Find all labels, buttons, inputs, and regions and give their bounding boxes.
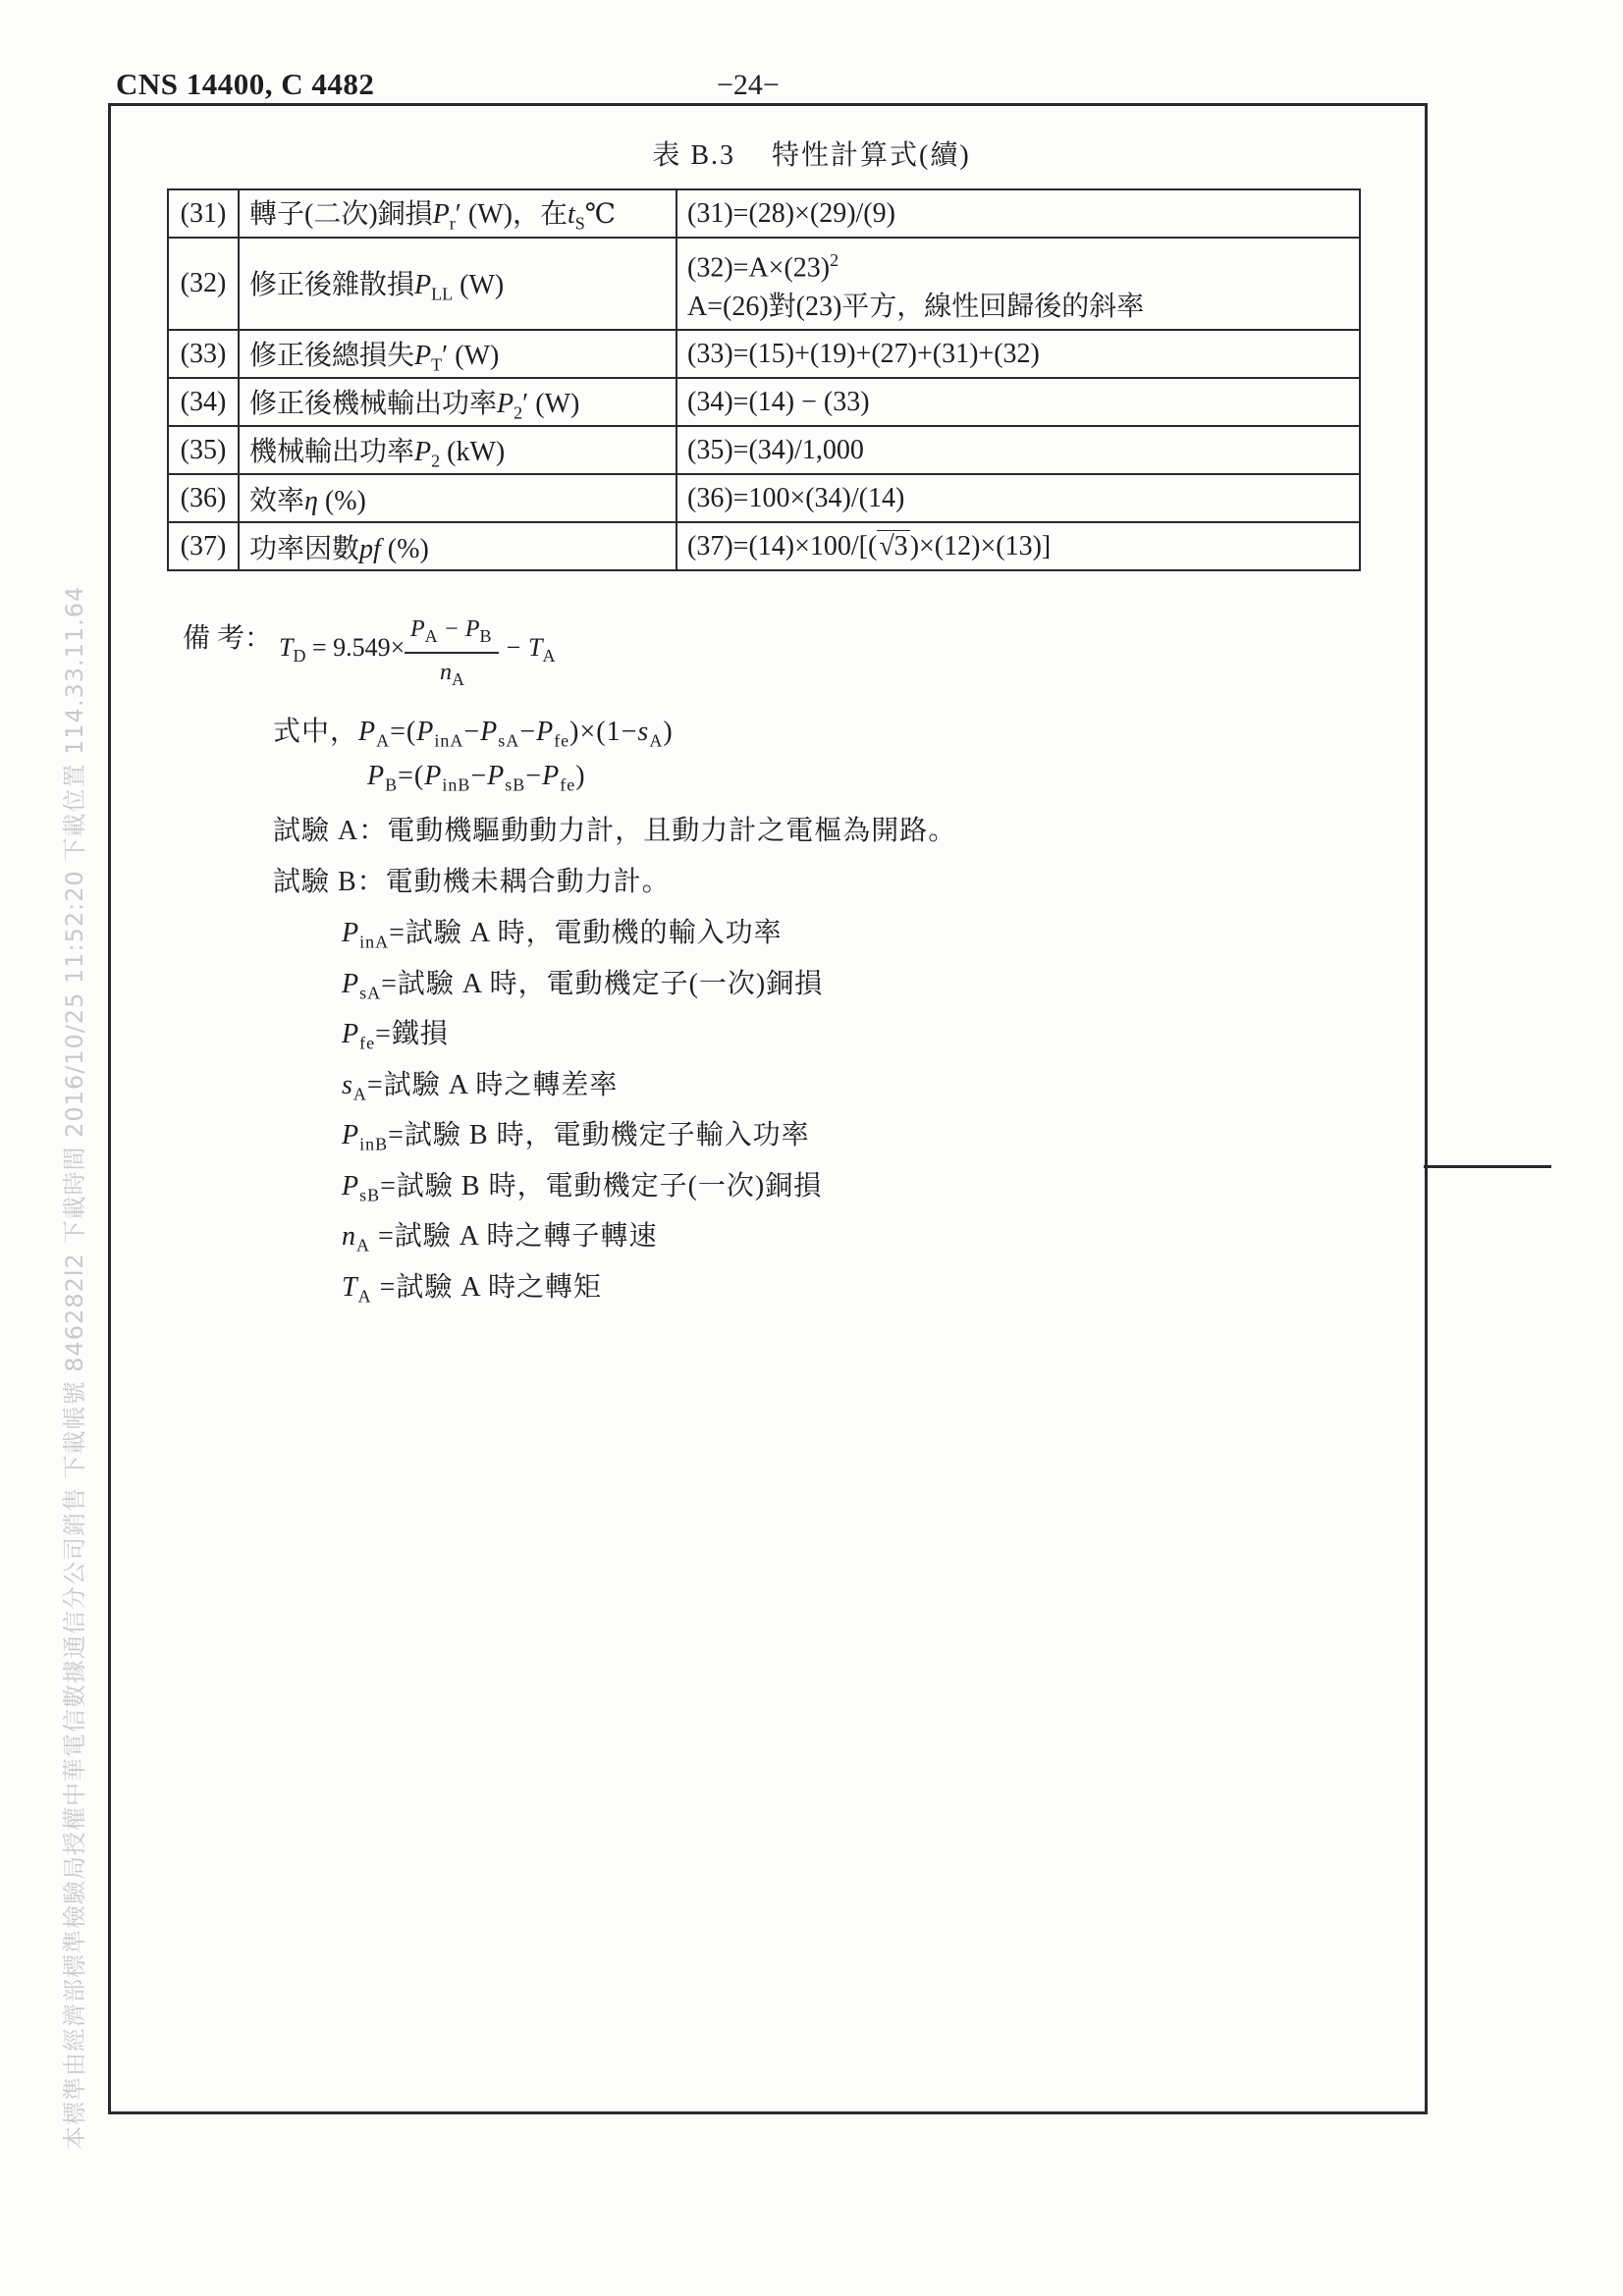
test-a-note: 試驗 A：電動機驅動動力計，且動力計之電樞為開路。: [273, 816, 957, 846]
table-caption-label: 表 B.3: [652, 140, 736, 171]
row-description: 轉子(二次)銅損$P_r'$ (W)，在$t_S℃$: [239, 189, 676, 238]
table-row: [168, 474, 1360, 522]
where-pa: 式中，$P_A=(P_{inA}-P_{sA}-P_{fe})\times(1-s_A)$: [273, 717, 674, 751]
table-row: [168, 189, 1360, 238]
fraction-bar: [405, 652, 499, 654]
row-number: (36): [168, 474, 239, 522]
formula-rhs: − $T_A$: [505, 633, 556, 667]
table-row: [168, 330, 1360, 378]
where-pb: $P_B=(P_{inB}-P_{sB}-P_{fe})$: [367, 761, 586, 795]
row-number: (32): [168, 238, 239, 330]
symbol-definition: $P_{sA}=$試驗 A 時，電動機定子(一次)銅損: [342, 968, 824, 1003]
row-description: 機械輸出功率$P_2$ (kW): [239, 426, 676, 474]
table-row: [168, 238, 1360, 330]
symbol-definition: $P_{inA}=$試驗 A 時，電動機的輸入功率: [342, 918, 783, 952]
table-caption-text: 特性計算式(續): [772, 140, 971, 171]
frame-edge-mark: [1424, 1165, 1551, 1168]
formula-numerator: $P_A - P_B$: [410, 616, 492, 646]
standard-code: CNS 14400, C 4482: [116, 67, 375, 101]
symbol-definition: $s_A=$試驗 A 時之轉差率: [342, 1069, 619, 1104]
row-description: 效率η (%): [239, 474, 676, 522]
symbol-definition: $P_{sB}=$試驗 B 時，電動機定子(一次)銅損: [342, 1170, 823, 1205]
row-formula: (31)=(28)×(29)/(9): [676, 189, 1360, 238]
formula-denominator: $n_A$: [440, 660, 464, 689]
table-row: [168, 378, 1360, 426]
row-formula: (36)=100×(34)/(14): [676, 474, 1360, 522]
row-description: 修正後機械輸出功率$P_2'$ (W): [239, 378, 676, 426]
remarks-label: 備 考：: [183, 623, 273, 654]
row-number: (34): [168, 378, 239, 426]
symbol-definition: $T_A$ =試驗 A 時之轉矩: [342, 1271, 603, 1307]
row-number: (37): [168, 522, 239, 570]
table-row: [168, 522, 1360, 570]
page-number: −24−: [717, 69, 780, 101]
row-formula: (33)=(15)+(19)+(27)+(31)+(32): [676, 330, 1360, 378]
row-number: (33): [168, 330, 239, 378]
row-formula: (35)=(34)/1,000: [676, 426, 1360, 474]
symbol-definition: $n_A$ =試驗 A 時之轉子轉速: [342, 1221, 658, 1255]
row-number: (31): [168, 189, 239, 238]
row-formula: (37)=(14)×100/[(√3)×(12)×(13)]: [676, 522, 1360, 570]
characteristics-table: [167, 188, 1361, 571]
row-formula: $(32)=A\times(23)^2$ A=(26)對(23)平方，線性回歸後的斜率: [676, 238, 1360, 330]
symbol-definition: $P_{fe}=$鐵損: [342, 1019, 449, 1053]
row-number: (35): [168, 426, 239, 474]
row-description: 功率因數pf (%): [239, 522, 676, 570]
test-b-note: 試驗 B：電動機未耦合動力計。: [273, 867, 671, 897]
table-caption: [0, 133, 1623, 173]
row-formula: (34)=(14) − (33): [676, 378, 1360, 426]
download-watermark: 本標準由經濟部標準檢驗局授權中華電信數據通信分公司銷售 下載帳號 846282l2 下載時間 2016/10/25 11:52:20 下載位置 114.33.11.64: [61, 585, 88, 2150]
table-row: [168, 426, 1360, 474]
row-description: 修正後總損失$P_T'$ (W): [239, 330, 676, 378]
row-description: 修正後雜散損$P_{LL}$ (W): [239, 238, 676, 330]
symbol-definition: $P_{inB}=$試驗 B 時，電動機定子輸入功率: [342, 1120, 810, 1154]
formula-lhs: $T_D = 9.549\times$: [279, 633, 406, 667]
